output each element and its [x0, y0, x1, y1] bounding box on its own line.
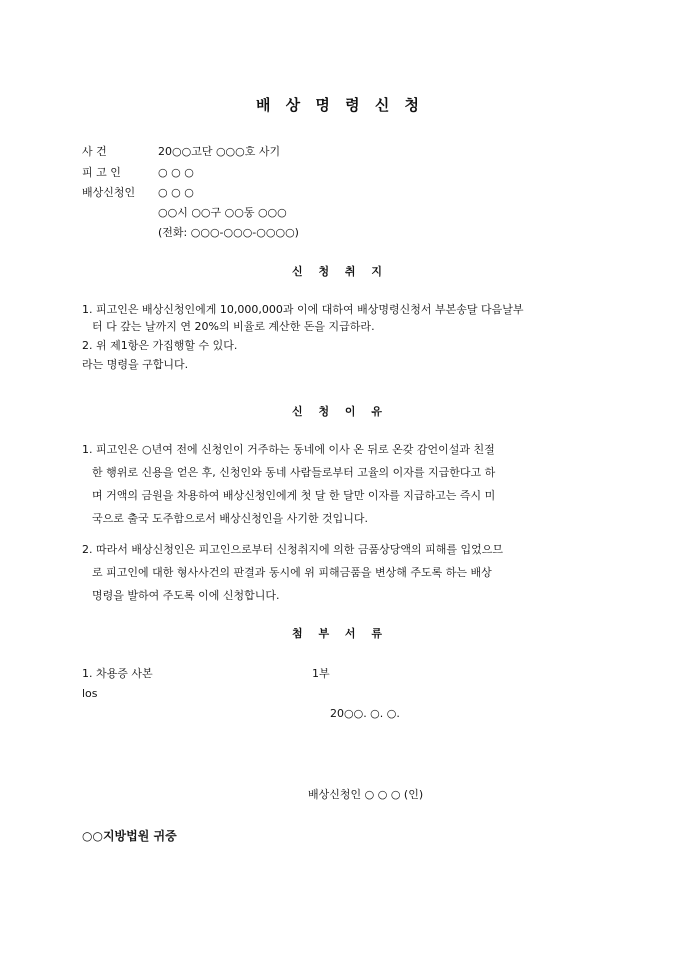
reasons-item2-line1: 2. 따라서 배상신청인은 피고인으로부터 신청취지에 의한 금품상당액의 피해를 입었으므	[82, 543, 504, 556]
attachments-heading: 첨 부 서 류	[292, 627, 388, 640]
purpose-item1-line2: 터 다 갚는 날까지 연 20%의 비율로 계산한 돈을 지급하라.	[92, 319, 375, 333]
purpose-heading: 신 청 취 지	[292, 265, 388, 278]
reasons-item2-line3: 명령을 발하여 주도록 이에 신청합니다.	[92, 588, 280, 602]
case-value: 20○○고단 ○○○호 사기	[158, 145, 281, 158]
reasons-item2-line2: 로 피고인에 대한 형사사건의 판결과 동시에 위 피해금품을 변상해 주도록 하는 배상	[92, 565, 492, 579]
purpose-body	[82, 303, 602, 372]
defendant-label: 피 고 인	[82, 166, 121, 179]
defendant-value: ○ ○ ○	[158, 166, 194, 179]
document-title: 배 상 명 령 신 청	[255, 96, 425, 114]
applicant-signature: 배상신청인 ○ ○ ○ (인)	[308, 788, 424, 801]
applicant-label: 배상신청인	[82, 186, 136, 199]
attachment-stray-text: los	[82, 687, 98, 700]
reasons-heading: 신 청 이 유	[292, 405, 388, 418]
applicant-value: ○ ○ ○	[158, 186, 194, 199]
reasons-item1-line1: 1. 피고인은 ○년여 전에 신청인이 거주하는 동네에 이사 온 뒤로 온갖 감언이설과 친절	[82, 443, 495, 456]
reasons-item2	[82, 543, 602, 604]
applicant-phone: (전화: ○○○-○○○-○○○○)	[158, 226, 299, 239]
purpose-item2: 2. 위 제1항은 가집행할 수 있다.	[82, 338, 238, 352]
document-date: 20○○. ○. ○.	[330, 707, 400, 720]
reasons-item1-line4: 국으로 출국 도주함으로서 배상신청인을 사기한 것입니다.	[92, 511, 369, 525]
reasons-item1	[82, 443, 602, 526]
reasons-item1-line2: 한 행위로 신용을 얻은 후, 신청인와 동네 사람들로부터 고율의 이자를 지급한다고 하	[92, 465, 496, 479]
reasons-item1-line3: 며 거액의 금원을 차용하여 배상신청인에게 첫 달 한 달만 이자를 지급하고는 즉시 미	[92, 488, 496, 502]
attachment-item1-name: 1. 차용증 사본	[82, 667, 153, 680]
case-label: 사 건	[82, 145, 107, 158]
purpose-item1-line1: 1. 피고인은 배상신청인에게 10,000,000과 이에 대하여 배상명령신청서 부본송달 다음날부	[82, 303, 524, 316]
purpose-closing: 라는 명령을 구합니다.	[82, 357, 189, 371]
attachment-item1-count: 1부	[312, 667, 330, 680]
applicant-address: ○○시 ○○구 ○○동 ○○○	[158, 206, 287, 219]
court-addressee: ○○지방법원 귀중	[82, 829, 177, 843]
